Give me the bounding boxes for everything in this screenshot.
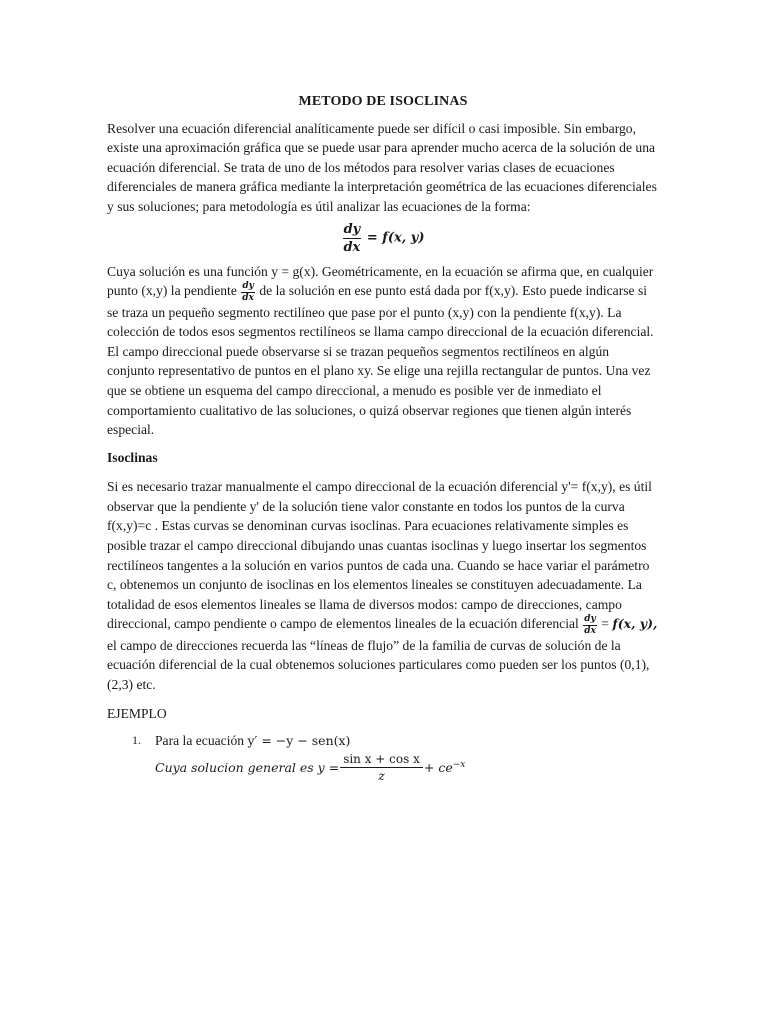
solution-paragraph-part1: Cuya solución es una función y = g(x). Geométricamente, en la ecuación se afirma que, en cualquier punto (x,y) la pendiente [107, 263, 654, 299]
example-text: Para la ecuación [155, 733, 245, 749]
intro-paragraph: Resolver una ecuación diferencial analíticamente puede ser difícil o casi imposible. Sin embargo, existe una aproximación gráfica que se puede usar para aprender mucho acerca de la solución de una ecuación diferencial. Se trata de uno de los métodos para resolver varias clases de ecuaciones diferenciales de manera gráfica mediante la interpretación geométrica de las ecuaciones diferenciales y sus soluciones; para metodología es útil analizar las ecuaciones de la forma: [107, 120, 657, 214]
general-solution-numerator: sin x + cos x [340, 753, 423, 768]
direction-field-denominator: dx [584, 625, 596, 636]
direction-field-numerator: dy [584, 613, 596, 624]
isoclinas-paragraph-part2: el campo de direcciones recuerda las “líneas de flujo” de la familia de curvas de solución de la ecuación diferencial de la cual obtenemos soluciones particulares como pueden ser los puntos (0,1), (2,3) etc. [107, 637, 650, 692]
slope-fraction [241, 282, 255, 303]
main-equation-numerator: dy [343, 221, 361, 237]
isoclinas-heading: Isoclinas [107, 449, 158, 465]
general-solution-tail-base: + ce [423, 759, 453, 775]
document-page [107, 88, 659, 782]
general-solution-exponent: −x [452, 759, 466, 770]
solution-paragraph [107, 262, 659, 440]
main-equation-fraction [342, 223, 361, 254]
general-solution-tail [424, 758, 465, 778]
direction-field-equals: = [601, 616, 609, 632]
list-number: 1. [132, 733, 141, 748]
solution-paragraph-part2: de la solución en ese punto está dada por f(x,y). Esto puede indicarse si se traza un pequeño segmento rectilíneo que pase por el punto (x,y) con la pendiente f(x,y). La colección de todos esos segmentos rectilíneos se llama campo direccional de la ecuación diferencial. El campo direccional puede observarse si se trazan pequeños segmentos rectilíneos en algún conjunto representativo de puntos en el plano xy. Se elige una rejilla rectangular de puntos. Una vez que se obtiene un esquema del campo direccional, a menudo es posible ver de inmediato el comportamiento cualitativo de las soluciones, o quizá observar regiones que tienen algún interés especial. [107, 283, 654, 438]
general-solution-prefix: Cuya solucion general es y = [155, 759, 340, 775]
example-equation-line [155, 731, 659, 751]
main-equation-rhs: = f(x, y) [366, 230, 425, 246]
example-list-item [107, 731, 659, 782]
direction-field-function: f(x, y), [612, 616, 658, 632]
general-solution-denominator: z [378, 767, 385, 783]
direction-field-fraction [583, 615, 597, 636]
main-equation-denominator: dx [343, 239, 361, 255]
slope-fraction-numerator: dy [242, 280, 254, 291]
general-solution-fraction [340, 753, 423, 783]
isoclinas-paragraph-part1: Si es necesario trazar manualmente el campo direccional de la ecuación diferencial y'= f(x,y), es útil observar que la pendiente y' de la solución tiene valor constante en todos los puntos de la curva f(x,y)=c . Estas curvas se denominan curvas isoclinas. Para ecuaciones relativamente simples es posible trazar el campo direccional dibujando unas cuantas isoclinas y luego insertar los segmentos rectilíneos tangentes a la solución en varios puntos de cada una. Cuando se hace variar el parámetro c, obtenemos un conjunto de isoclinas en los elementos lineales se constituyen adecuadamente. La totalidad de esos elementos lineales se llama de diversos modos: campo de direcciones, campo direccional, campo pendiente o campo de elementos lineales de la ecuación diferencial [107, 479, 652, 632]
main-equation [107, 223, 659, 254]
general-solution-line [155, 753, 659, 783]
ejemplo-label: EJEMPLO [107, 705, 167, 721]
document-title: METODO DE ISOCLINAS [298, 94, 468, 109]
slope-fraction-denominator: dx [242, 292, 254, 303]
example-equation: y′ = −y − sen(x) [247, 733, 351, 749]
isoclinas-paragraph [107, 477, 659, 694]
